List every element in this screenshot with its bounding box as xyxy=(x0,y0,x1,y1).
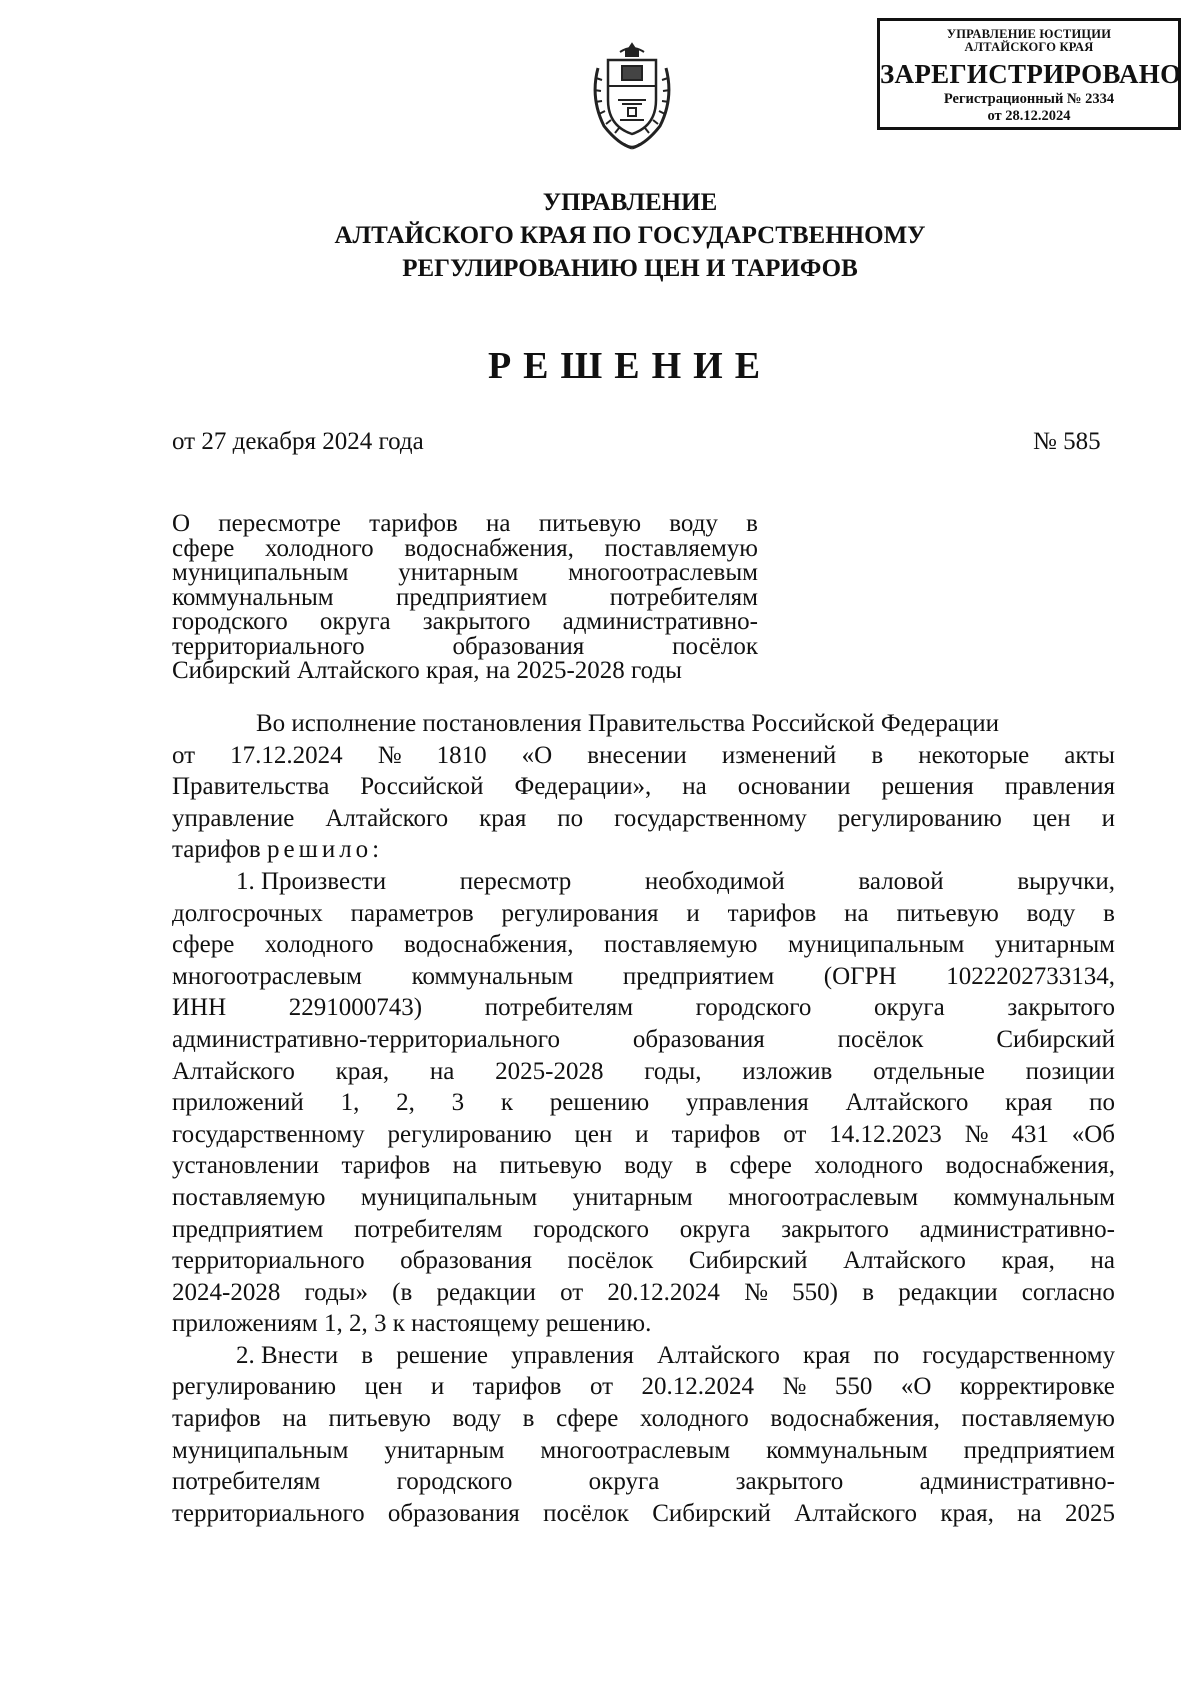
subject-line xyxy=(172,610,758,635)
paragraph-3-line xyxy=(172,1371,1115,1403)
word: в xyxy=(862,1278,875,1306)
word: поставляемую xyxy=(604,534,758,562)
word: позиции xyxy=(1025,1057,1115,1085)
subject-line xyxy=(172,583,758,611)
word: от xyxy=(783,1120,807,1148)
word: и xyxy=(430,1373,445,1401)
word: питьевую xyxy=(896,899,999,927)
paragraph-2-line xyxy=(172,1214,1115,1246)
word: от xyxy=(589,1373,614,1401)
word: № xyxy=(964,1120,989,1148)
stamp-reg-date: от 28.12.2024 xyxy=(987,108,1071,124)
paragraph-2-line xyxy=(172,1119,1115,1151)
subject-line xyxy=(172,632,758,660)
word: административно- xyxy=(919,1468,1115,1496)
word: 3 xyxy=(451,1089,465,1117)
word: выручки, xyxy=(1017,867,1115,895)
word: воду xyxy=(1026,899,1076,927)
word: в xyxy=(361,1341,374,1369)
word: питьевую xyxy=(499,1152,602,1180)
word: корректировке xyxy=(959,1373,1115,1401)
word: на xyxy=(486,510,511,537)
word: территориального xyxy=(172,1499,365,1527)
org-line-1: УПРАВЛЕНИЕ xyxy=(542,189,718,216)
word: 1022202733134, xyxy=(946,962,1115,990)
word: регулированию xyxy=(837,804,1002,832)
word: предприятием xyxy=(622,962,775,990)
word: округа xyxy=(588,1468,660,1496)
word: унитарным xyxy=(572,1183,693,1211)
word: акты xyxy=(1064,741,1115,769)
word: городского xyxy=(533,1215,649,1243)
word: решение xyxy=(396,1341,489,1369)
paragraph-2-line xyxy=(172,1150,1115,1182)
word: тарифов xyxy=(341,1152,431,1180)
word: необходимой xyxy=(644,867,785,895)
stamp-authority-line1: УПРАВЛЕНИЕ ЮСТИЦИИ xyxy=(946,27,1112,41)
stamp-reg-number: Регистрационный № 2334 xyxy=(943,91,1115,107)
word: края xyxy=(802,1341,851,1369)
word: потребителям xyxy=(484,994,634,1022)
word: в xyxy=(1103,899,1115,927)
word: цен xyxy=(1032,804,1071,832)
word: коммунальным xyxy=(766,1436,928,1464)
word: воду xyxy=(669,510,718,537)
registration-stamp xyxy=(877,18,1181,130)
word: сфере xyxy=(172,534,235,562)
word: муниципальным xyxy=(172,559,349,586)
word: многоотраслевым xyxy=(540,1436,731,1464)
word: коммунальным xyxy=(172,583,334,611)
paragraph-1-line xyxy=(172,740,1115,772)
word: многоотраслевым xyxy=(728,1183,919,1211)
paragraph-3-line xyxy=(172,1466,1115,1498)
word: «О xyxy=(900,1373,932,1401)
word: и xyxy=(1101,804,1115,832)
word: от xyxy=(172,741,196,769)
word: редакции xyxy=(436,1278,536,1306)
word: к xyxy=(500,1089,514,1117)
word: «О xyxy=(521,741,553,769)
word: посёлок xyxy=(543,1499,629,1527)
word: правления xyxy=(1004,773,1115,801)
word: административно- xyxy=(919,1215,1115,1243)
word: территориального xyxy=(172,632,365,660)
word: сфере xyxy=(556,1405,619,1433)
word: тарифов xyxy=(172,1405,261,1433)
word: 2291000743) xyxy=(288,994,423,1022)
word: многоотраслевым xyxy=(568,559,758,586)
word: водоснабжения, xyxy=(404,931,574,959)
word: закрытого xyxy=(781,1215,889,1243)
word: управления xyxy=(685,1089,809,1117)
paragraph-1-line xyxy=(172,771,1115,803)
word: тарифов xyxy=(671,1120,761,1148)
word: воду xyxy=(452,1405,502,1433)
paragraph-3-line xyxy=(172,1340,1115,1372)
word: посёлок xyxy=(837,1025,924,1053)
word: пересмотре xyxy=(218,510,341,537)
word: регулирования xyxy=(501,899,659,927)
paragraph-2-line xyxy=(172,1245,1115,1277)
word: потребителям xyxy=(172,1468,321,1496)
word: и xyxy=(635,1120,649,1148)
word: образования xyxy=(632,1025,765,1053)
word: Сибирский xyxy=(688,1247,808,1275)
word: на xyxy=(844,899,869,927)
coat-of-arms-icon xyxy=(584,38,680,152)
word: муниципальным xyxy=(787,931,965,959)
word: унитарным xyxy=(994,931,1115,959)
word: поставляемую xyxy=(604,931,758,959)
word: тарифов xyxy=(727,899,817,927)
word: 1, xyxy=(340,1089,360,1117)
word: округа xyxy=(319,608,391,635)
word: внесении xyxy=(587,741,687,769)
word: тарифов xyxy=(472,1373,562,1401)
paragraph-1-line xyxy=(172,834,1115,866)
word: № xyxy=(782,1373,807,1401)
word: водоснабжения, xyxy=(770,1405,940,1433)
word: Сибирский xyxy=(996,1025,1115,1053)
word: многоотраслевым xyxy=(172,962,362,990)
word: и xyxy=(686,899,700,927)
paragraph-2-line xyxy=(172,1182,1115,1214)
paragraph-2-line xyxy=(172,1277,1115,1309)
word: территориального xyxy=(172,1247,365,1275)
word: 550) xyxy=(792,1278,838,1306)
word: предприятием xyxy=(963,1436,1115,1464)
word: долгосрочных xyxy=(172,899,323,927)
resolution-lead: тарифов xyxy=(172,836,267,864)
word: Сибирский xyxy=(652,1499,771,1527)
word: Правительства xyxy=(172,773,330,801)
word: образования xyxy=(452,632,585,660)
word: питьевую xyxy=(538,510,642,537)
word: на xyxy=(429,1057,455,1085)
word: 2, xyxy=(396,1089,415,1117)
word: предприятием xyxy=(172,1215,324,1243)
word: (ОГРН xyxy=(823,962,897,990)
word: унитарным xyxy=(384,1436,505,1464)
paragraph-2-line xyxy=(172,1087,1115,1119)
paragraph-2-line xyxy=(172,929,1115,961)
word: некоторые xyxy=(918,741,1030,769)
word: холодного xyxy=(814,1152,924,1180)
word: посёлок xyxy=(672,632,758,660)
word: 550 xyxy=(834,1373,873,1401)
word: 20.12.2024 xyxy=(641,1373,755,1401)
word: на xyxy=(452,1152,478,1180)
word: решению xyxy=(549,1089,650,1117)
subject-line: Сибирский Алтайского края, на 2025-2028 годы xyxy=(172,657,682,684)
word: холодного xyxy=(264,931,374,959)
word: Федерации», xyxy=(514,773,652,801)
word: городского xyxy=(695,994,812,1022)
word: ИНН xyxy=(172,994,227,1022)
word: государственному xyxy=(922,1341,1115,1369)
word: холодного xyxy=(640,1405,749,1433)
word: образования xyxy=(400,1247,532,1275)
word: закрытого xyxy=(422,608,531,635)
word: 20.12.2024 xyxy=(607,1278,720,1306)
word: коммунальным xyxy=(411,962,574,990)
word: края, xyxy=(335,1057,390,1085)
word: посёлок xyxy=(567,1247,654,1275)
word: питьевую xyxy=(328,1405,431,1433)
word: административно- xyxy=(562,608,758,635)
word: № xyxy=(377,741,402,769)
word: приложений xyxy=(172,1089,304,1117)
word: поставляемую xyxy=(961,1405,1115,1433)
word: 1810 xyxy=(436,741,487,769)
word: 2. Внести xyxy=(236,1341,339,1369)
word: валовой xyxy=(858,867,944,895)
paragraph-2-line xyxy=(172,1056,1115,1088)
word: на xyxy=(1017,1499,1042,1527)
word: Алтайского xyxy=(325,804,449,832)
word: от xyxy=(560,1278,584,1306)
paragraph-3-line xyxy=(172,1403,1115,1435)
word: в xyxy=(695,1152,708,1180)
word: закрытого xyxy=(735,1468,844,1496)
org-line-2: АЛТАЙСКОГО КРАЯ ПО ГОСУДАРСТВЕННОМУ xyxy=(334,222,926,249)
decision-body xyxy=(172,708,1115,1529)
word: по xyxy=(557,804,584,832)
word: параметров xyxy=(350,899,474,927)
decision-subject xyxy=(172,512,758,684)
word: 17.12.2024 xyxy=(230,741,343,769)
word: государственному xyxy=(172,1120,365,1148)
word: «Об xyxy=(1071,1120,1115,1148)
word: тарифов xyxy=(369,510,458,537)
word: воду xyxy=(624,1152,673,1180)
word: в xyxy=(746,510,758,537)
word: на xyxy=(682,773,707,801)
paragraph-1-line: Во исполнение постановления Правительства Российской Федерации xyxy=(256,710,999,737)
paragraph-1-line xyxy=(172,803,1115,835)
decision-date: от 27 декабря 2024 года xyxy=(172,428,424,455)
word: муниципальным xyxy=(172,1436,349,1464)
paragraph-2-line xyxy=(172,866,1115,898)
paragraph-3-line xyxy=(172,1435,1115,1467)
word: водоснабжения, xyxy=(404,534,574,562)
word: закрытого xyxy=(1007,994,1115,1022)
word: редакции xyxy=(898,1278,998,1306)
word: Российской xyxy=(360,773,484,801)
word: Алтайского xyxy=(843,1247,966,1275)
resolution-word: решило: xyxy=(266,836,384,864)
subject-line xyxy=(172,534,758,562)
word: края, xyxy=(1001,1247,1055,1275)
word: годы» xyxy=(304,1278,368,1306)
paragraph-3-line xyxy=(172,1498,1115,1530)
word: в xyxy=(871,741,884,769)
word: № xyxy=(744,1278,768,1306)
word: установлении xyxy=(172,1152,319,1180)
paragraph-2-line xyxy=(172,961,1115,993)
word: унитарным xyxy=(398,559,519,586)
word: коммунальным xyxy=(953,1183,1115,1211)
subject-line xyxy=(172,512,758,537)
word: цен xyxy=(574,1120,613,1148)
word: (в xyxy=(392,1278,413,1306)
word: городского xyxy=(396,1468,513,1496)
word: государственному xyxy=(614,804,807,832)
stamp-status: ЗАРЕГИСТРИРОВАНО xyxy=(880,59,1182,89)
word: холодного xyxy=(264,534,374,562)
stamp-authority-line2: АЛТАЙСКОГО КРАЯ xyxy=(964,40,1094,54)
word: 431 xyxy=(1011,1120,1049,1148)
word: сфере xyxy=(729,1152,792,1180)
word: округа xyxy=(679,1215,751,1243)
word: 2025-2028 xyxy=(495,1057,604,1085)
word: края xyxy=(479,804,527,832)
word: изложив xyxy=(742,1057,833,1085)
word: на xyxy=(282,1405,307,1433)
word: отдельные xyxy=(873,1057,985,1085)
word: согласно xyxy=(1021,1278,1115,1306)
word: регулированию xyxy=(172,1373,337,1401)
word: по xyxy=(873,1341,900,1369)
decision-number: № 585 xyxy=(1033,428,1101,455)
word: водоснабжения, xyxy=(945,1152,1115,1180)
word: О xyxy=(172,510,191,537)
word: поставляемую xyxy=(172,1183,326,1211)
document-type: РЕШЕНИЕ xyxy=(487,345,773,387)
word: пересмотр xyxy=(459,867,572,895)
word: 2025 xyxy=(1064,1499,1115,1527)
word: управления xyxy=(511,1341,634,1369)
word: образования xyxy=(387,1499,520,1527)
subject-line xyxy=(172,561,758,586)
word: на xyxy=(1090,1247,1115,1275)
word: управление xyxy=(172,804,295,832)
word: потребителям xyxy=(354,1215,503,1243)
word: 1. Произвести xyxy=(236,867,387,895)
word: Алтайского xyxy=(845,1089,969,1117)
word: муниципальным xyxy=(360,1183,538,1211)
word: регулированию xyxy=(387,1120,552,1148)
word: Алтайского xyxy=(657,1341,780,1369)
word: Алтайского xyxy=(794,1499,918,1527)
word: городского xyxy=(172,608,288,635)
paragraph-2-line xyxy=(172,898,1115,930)
word: годы, xyxy=(644,1057,702,1085)
organization-name xyxy=(240,186,1020,285)
org-line-3: РЕГУЛИРОВАНИЮ ЦЕН И ТАРИФОВ xyxy=(402,255,858,282)
paragraph-2-line xyxy=(172,1024,1115,1056)
word: Алтайского xyxy=(172,1057,295,1085)
word: края xyxy=(1005,1089,1053,1117)
paragraph-2-line: приложениям 1, 2, 3 к настоящему решению. xyxy=(172,1310,652,1338)
word: цен xyxy=(364,1373,403,1401)
word: предприятием xyxy=(395,583,548,611)
word: в xyxy=(522,1405,535,1433)
word: потребителям xyxy=(609,583,758,611)
word: административно-территориального xyxy=(172,1025,560,1053)
word: 14.12.2023 xyxy=(829,1120,942,1148)
paragraph-2-line xyxy=(172,992,1115,1024)
word: сфере xyxy=(172,931,235,959)
word: края, xyxy=(940,1499,994,1527)
word: округа xyxy=(874,994,945,1022)
word: решения xyxy=(881,773,974,801)
word: 2024-2028 xyxy=(172,1278,281,1306)
word: изменений xyxy=(721,741,837,769)
word: по xyxy=(1089,1089,1115,1117)
word: основании xyxy=(737,773,851,801)
